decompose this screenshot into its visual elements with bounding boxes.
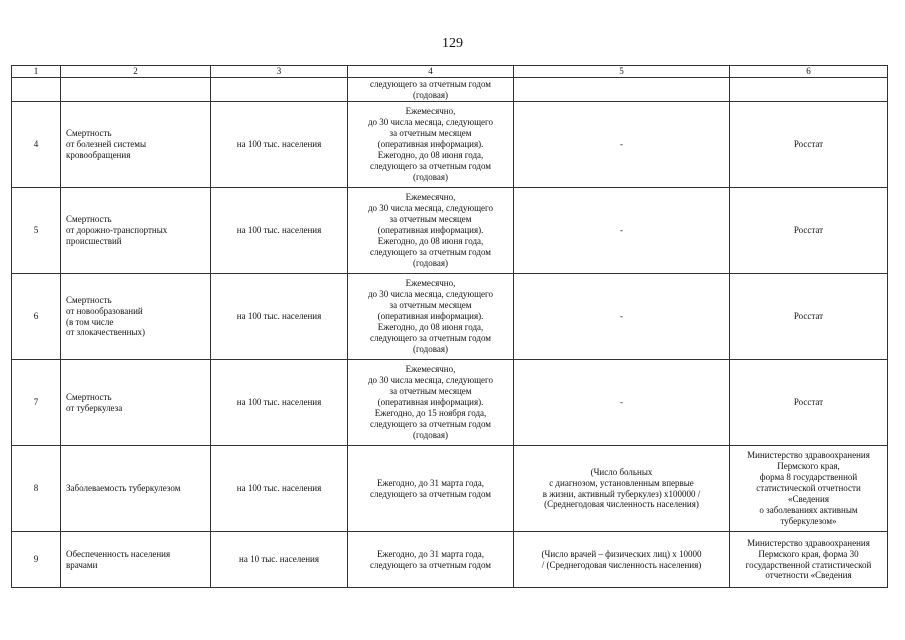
period-cell-line: (оперативная информация). [377, 225, 484, 236]
formula-cell-line: / (Среднегодовая численность населения) [541, 559, 702, 570]
period-cell [348, 532, 514, 588]
unit-cell: на 100 тыс. населения [211, 102, 348, 188]
indicators-table [11, 65, 888, 588]
header-cell-6: 6 [730, 66, 888, 78]
formula-cell [514, 532, 730, 588]
source-cell-line: Росстат [793, 139, 824, 150]
period-cell-line: следующего за отчетным годом [370, 332, 491, 343]
period-cell-line: (оперативная информация). [377, 139, 484, 150]
formula-cell-line: (Число врачей – физических лиц) х 10000 [541, 548, 702, 559]
source-cell [730, 188, 888, 274]
source-cell-line: Росстат [793, 311, 824, 322]
period-cell-line: Ежемесячно, [405, 364, 456, 375]
source-cell [730, 532, 888, 588]
source-cell [730, 274, 888, 360]
period-cell-line: (годовая) [412, 343, 449, 354]
period-cell-line: (годовая) [412, 257, 449, 268]
cont-period-line: (годовая) [412, 89, 449, 100]
formula-cell [514, 188, 730, 274]
unit-cell: на 100 тыс. населения [211, 360, 348, 446]
period-cell-line: (оперативная информация). [377, 311, 484, 322]
formula-cell-line: (Среднегодовая численность населения) [544, 499, 699, 510]
period-cell-line: до 30 числа месяца, следующего [367, 289, 494, 300]
period-cell-line: Ежемесячно, [405, 106, 456, 117]
source-cell-line: государственной статистической [745, 559, 872, 570]
period-cell-line: за отчетным месяцем [389, 128, 472, 139]
period-cell-line: Ежегодно, до 31 марта года, [376, 477, 485, 488]
source-cell-line: Росстат [793, 225, 824, 236]
source-cell-line: отчетности «Сведения [765, 570, 852, 581]
unit-cell: на 100 тыс. населения [211, 188, 348, 274]
cont-name-cell [61, 78, 211, 102]
row-number: 7 [12, 360, 61, 446]
period-cell-line: Ежегодно, до 08 июня года, [377, 149, 484, 160]
indicator-name-line: от новообразований [66, 305, 143, 316]
row-number: 4 [12, 102, 61, 188]
indicator-name-line: происшествий [66, 235, 122, 246]
page-number: 129 [442, 36, 463, 51]
indicator-name [61, 102, 211, 188]
period-cell-line: до 30 числа месяца, следующего [367, 203, 494, 214]
indicator-name [61, 360, 211, 446]
indicator-name-line: от злокачественных) [66, 327, 146, 338]
header-cell-4: 4 [348, 66, 514, 78]
period-cell-line: Ежегодно, до 08 июня года, [377, 321, 484, 332]
indicator-name-line: Заболеваемость туберкулезом [66, 483, 181, 494]
header-cell-1: 1 [12, 66, 61, 78]
table-row [12, 274, 888, 360]
source-cell-line: «Сведения [788, 493, 829, 504]
indicator-name [61, 274, 211, 360]
source-cell-line: Пермского края, [777, 461, 840, 472]
indicator-name-line: Смертность [66, 391, 112, 402]
period-cell-line: следующего за отчетным годом [370, 559, 491, 570]
formula-cell [514, 446, 730, 532]
formula-cell-line: (Число больных [590, 466, 653, 477]
table-row [12, 360, 888, 446]
unit-cell: на 100 тыс. населения [211, 446, 348, 532]
period-cell-line: до 30 числа месяца, следующего [367, 375, 494, 386]
indicator-name-line: врачами [66, 559, 98, 570]
formula-cell-line: - [620, 311, 623, 322]
source-cell-line: Министерство здравоохранения [747, 450, 870, 461]
header-cell-2: 2 [61, 66, 211, 78]
cont-period-cell [348, 78, 514, 102]
source-cell-line: Министерство здравоохранения [747, 537, 870, 548]
indicator-name-line: от болезней системы [66, 139, 147, 150]
indicator-name-line: от дорожно-транспортных [66, 225, 168, 236]
table-row [12, 446, 888, 532]
period-cell-line: следующего за отчетным годом [370, 246, 491, 257]
period-cell-line: за отчетным месяцем [389, 386, 472, 397]
period-cell-line: до 30 числа месяца, следующего [367, 117, 494, 128]
source-cell [730, 102, 888, 188]
period-cell-line: Ежегодно, до 31 марта года, [376, 548, 485, 559]
header-cell-5: 5 [514, 66, 730, 78]
source-cell-line: туберкулезом» [780, 515, 837, 526]
cont-unit-cell [211, 78, 348, 102]
formula-cell-line: - [620, 139, 623, 150]
formula-cell [514, 360, 730, 446]
indicator-name-line: Смертность [66, 128, 112, 139]
indicator-name-line: от туберкулеза [66, 402, 123, 413]
cont-source-cell [730, 78, 888, 102]
period-cell [348, 102, 514, 188]
formula-cell-line: - [620, 225, 623, 236]
row-number: 8 [12, 446, 61, 532]
continuation-row [12, 78, 888, 102]
period-cell-line: (годовая) [412, 429, 449, 440]
header-row [12, 66, 888, 78]
period-cell-line: Ежемесячно, [405, 192, 456, 203]
formula-cell-line: в жизни, активный туберкулез) х100000 / [542, 488, 701, 499]
period-cell-line: следующего за отчетным годом [370, 488, 491, 499]
formula-cell-line: - [620, 397, 623, 408]
period-cell-line: за отчетным месяцем [389, 300, 472, 311]
source-cell-line: статистической отчетности [756, 483, 861, 494]
period-cell-line: следующего за отчетным годом [370, 160, 491, 171]
cont-num-cell [12, 78, 61, 102]
unit-cell: на 10 тыс. населения [211, 532, 348, 588]
table-row [12, 102, 888, 188]
period-cell-line: Ежегодно, до 08 июня года, [377, 235, 484, 246]
indicator-name-line: кровообращения [66, 149, 131, 160]
indicator-name-line: Смертность [66, 214, 112, 225]
period-cell [348, 360, 514, 446]
indicator-name [61, 446, 211, 532]
header-cell-3: 3 [211, 66, 348, 78]
period-cell-line: Ежегодно, до 15 ноября года, [374, 407, 487, 418]
row-number: 5 [12, 188, 61, 274]
period-cell [348, 188, 514, 274]
source-cell [730, 446, 888, 532]
period-cell [348, 446, 514, 532]
cont-formula-cell [514, 78, 730, 102]
indicator-name [61, 188, 211, 274]
period-cell-line: следующего за отчетным годом [370, 418, 491, 429]
table-row [12, 532, 888, 588]
unit-cell: на 100 тыс. населения [211, 274, 348, 360]
row-number: 6 [12, 274, 61, 360]
table-row [12, 188, 888, 274]
period-cell-line: Ежемесячно, [405, 278, 456, 289]
source-cell-line: форма 8 государственной [759, 472, 858, 483]
source-cell [730, 360, 888, 446]
source-cell-line: Росстат [793, 397, 824, 408]
indicator-name [61, 532, 211, 588]
source-cell-line: о заболеваниях активным [759, 504, 858, 515]
formula-cell [514, 274, 730, 360]
period-cell [348, 274, 514, 360]
indicator-name-line: (в том числе [66, 316, 114, 327]
period-cell-line: за отчетным месяцем [389, 214, 472, 225]
period-cell-line: (оперативная информация). [377, 397, 484, 408]
indicator-name-line: Обеспеченность населения [66, 548, 171, 559]
row-number: 9 [12, 532, 61, 588]
cont-period-line: следующего за отчетным годом [370, 78, 491, 89]
period-cell-line: (годовая) [412, 171, 449, 182]
source-cell-line: Пермского края, форма 30 [758, 548, 859, 559]
formula-cell [514, 102, 730, 188]
indicator-name-line: Смертность [66, 294, 112, 305]
formula-cell-line: с диагнозом, установленным впервые [549, 477, 694, 488]
